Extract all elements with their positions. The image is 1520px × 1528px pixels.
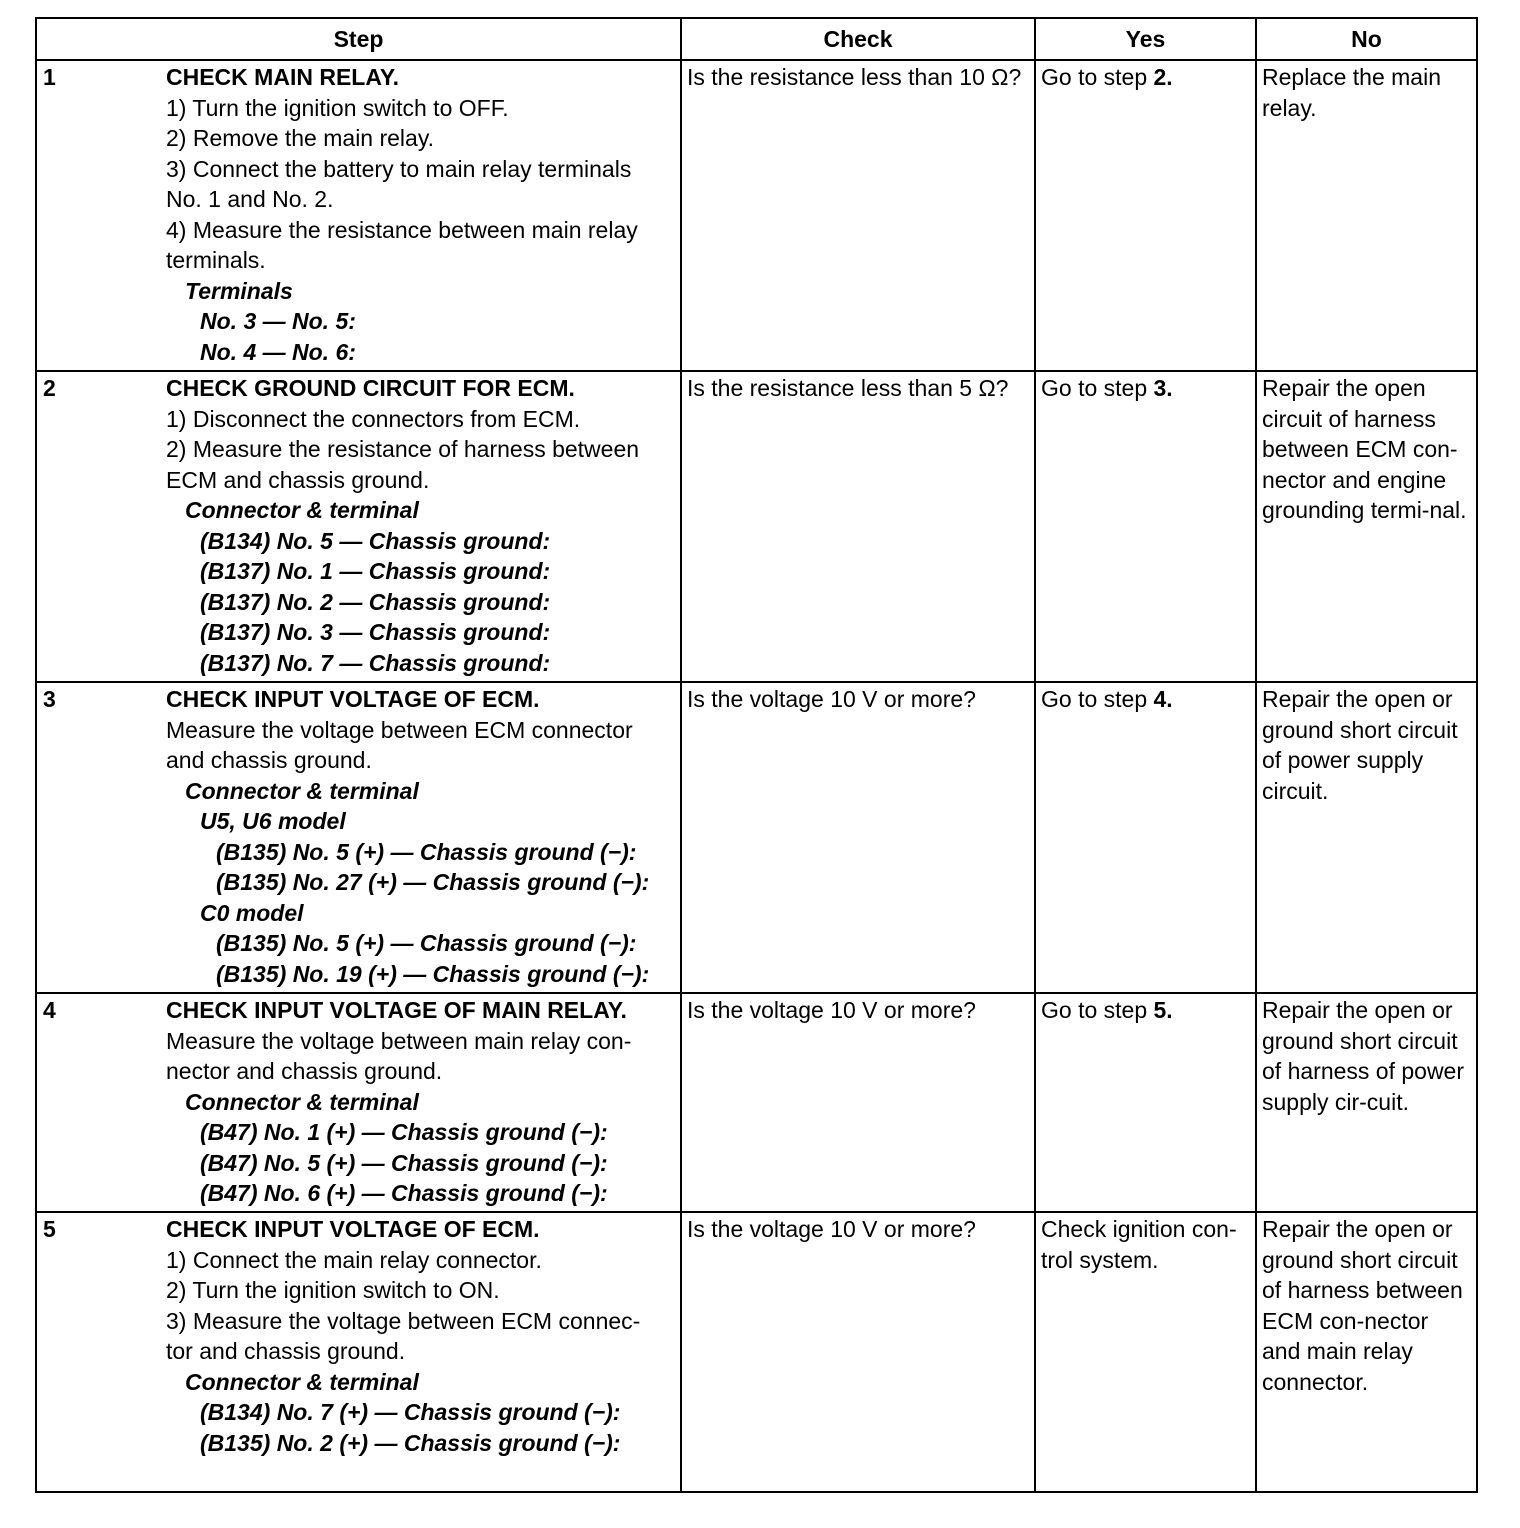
- no-cell: [1256, 682, 1477, 993]
- yes-text: Check ignition con-trol system.: [1041, 1216, 1237, 1273]
- step-instruction: tor and chassis ground.: [166, 1338, 406, 1364]
- step-title: CHECK MAIN RELAY.: [166, 64, 400, 90]
- yes-cell: [1035, 60, 1256, 371]
- step-number: 2: [43, 375, 56, 401]
- spec-item: (B137) No. 3 — Chassis ground:: [200, 619, 551, 645]
- spec-item: No. 4 — No. 6:: [200, 338, 356, 365]
- step-number: 3: [43, 686, 56, 712]
- step-instruction: terminals.: [166, 247, 266, 273]
- spec-item: (B47) No. 6 (+) — Chassis ground (−):: [200, 1180, 608, 1206]
- yes-cell: [1035, 682, 1256, 993]
- spec-item: (B135) No. 19 (+) — Chassis ground (−):: [216, 960, 650, 987]
- spec-item: (B135) No. 27 (+) — Chassis ground (−):: [216, 869, 650, 895]
- yes-step-ref: 4.: [1153, 686, 1173, 712]
- yes-text: [1041, 683, 1250, 715]
- step-title: CHECK INPUT VOLTAGE OF ECM.: [166, 1216, 540, 1242]
- step-title: CHECK INPUT VOLTAGE OF ECM.: [166, 686, 540, 712]
- step-instruction: 2) Turn the ignition switch to ON.: [166, 1277, 500, 1303]
- no-text: Repair the open or ground short circuit of harness of power supply cir-cuit.: [1262, 997, 1465, 1115]
- yes-text: [1041, 372, 1250, 404]
- spec-item: (B137) No. 1 — Chassis ground:: [200, 558, 551, 584]
- spec-heading: Connector & terminal: [185, 1368, 419, 1395]
- spec-heading: Terminals: [185, 277, 293, 304]
- step-instruction: 3) Connect the battery to main relay terminals: [166, 155, 632, 182]
- table-row: [36, 682, 1477, 993]
- yes-text: [1041, 61, 1250, 93]
- step-cell: [36, 682, 681, 993]
- no-text: Replace the main relay.: [1262, 64, 1441, 121]
- yes-cell: [1035, 371, 1256, 682]
- step-instruction: 1) Turn the ignition switch to OFF.: [166, 94, 509, 121]
- no-text: Repair the open or ground short circuit of power supply circuit.: [1262, 686, 1458, 804]
- step-number: 4: [43, 997, 56, 1023]
- no-text: Repair the open or ground short circuit of harness between ECM con-nector and main relay connector.: [1262, 1216, 1463, 1395]
- check-cell: [681, 993, 1035, 1212]
- step-instruction: Measure the voltage between ECM connector: [166, 716, 633, 743]
- step-cell: [36, 371, 681, 682]
- model-heading: C0 model: [200, 899, 304, 926]
- spec-heading: Connector & terminal: [185, 1088, 419, 1115]
- step-instruction: 4) Measure the resistance between main relay: [166, 216, 638, 243]
- no-cell: [1256, 1212, 1477, 1492]
- yes-step-ref: 5.: [1153, 997, 1173, 1023]
- header-yes: Yes: [1035, 18, 1256, 60]
- yes-text: [1041, 994, 1250, 1026]
- yes-prefix: Go to step: [1041, 997, 1154, 1023]
- yes-step-ref: 3.: [1153, 375, 1173, 401]
- step-number: 5: [43, 1216, 56, 1242]
- spec-item: (B135) No. 2 (+) — Chassis ground (−):: [200, 1429, 621, 1456]
- spec-item: (B47) No. 5 (+) — Chassis ground (−):: [200, 1149, 608, 1176]
- yes-prefix: Go to step: [1041, 64, 1154, 90]
- step-title: CHECK GROUND CIRCUIT FOR ECM.: [166, 375, 575, 401]
- check-text: Is the resistance less than 5 Ω?: [687, 375, 1009, 401]
- step-instruction: 1) Connect the main relay connector.: [166, 1246, 542, 1273]
- no-cell: [1256, 60, 1477, 371]
- step-cell: [36, 60, 681, 371]
- spec-heading: Connector & terminal: [185, 777, 419, 804]
- spec-item: (B135) No. 5 (+) — Chassis ground (−):: [216, 930, 637, 956]
- spec-item: (B137) No. 7 — Chassis ground:: [200, 649, 551, 676]
- model-heading: U5, U6 model: [200, 808, 346, 834]
- step-instruction: nector and chassis ground.: [166, 1058, 443, 1084]
- no-text: Repair the open circuit of harness between ECM con-nector and engine grounding termi-nal.: [1262, 375, 1467, 523]
- check-text: Is the voltage 10 V or more?: [687, 1216, 976, 1242]
- check-cell: [681, 682, 1035, 993]
- spec-item: (B137) No. 2 — Chassis ground:: [200, 588, 551, 615]
- check-cell: [681, 1212, 1035, 1492]
- check-text: Is the voltage 10 V or more?: [687, 997, 976, 1023]
- step-cell: [36, 1212, 681, 1492]
- header-row: [36, 18, 1477, 60]
- yes-step-ref: 2.: [1153, 64, 1173, 90]
- step-cell: [36, 993, 681, 1212]
- step-instruction: 2) Remove the main relay.: [166, 125, 435, 151]
- table-row: [36, 60, 1477, 371]
- step-instruction: No. 1 and No. 2.: [166, 186, 334, 212]
- spec-item: (B134) No. 5 — Chassis ground:: [200, 527, 551, 554]
- spec-item: (B134) No. 7 (+) — Chassis ground (−):: [200, 1399, 621, 1425]
- step-instruction: 2) Measure the resistance of harness between: [166, 436, 640, 462]
- no-cell: [1256, 371, 1477, 682]
- no-cell: [1256, 993, 1477, 1212]
- step-title: CHECK INPUT VOLTAGE OF MAIN RELAY.: [166, 997, 627, 1023]
- spec-item: No. 3 — No. 5:: [200, 308, 356, 334]
- table-row: [36, 1212, 1477, 1492]
- step-number: 1: [43, 64, 56, 90]
- step-instruction: 1) Disconnect the connectors from ECM.: [166, 405, 581, 432]
- check-cell: [681, 60, 1035, 371]
- header-step: Step: [36, 18, 681, 60]
- yes-prefix: Go to step: [1041, 686, 1154, 712]
- check-text: Is the voltage 10 V or more?: [687, 686, 976, 712]
- spec-heading: Connector & terminal: [185, 497, 419, 523]
- yes-prefix: Go to step: [1041, 375, 1154, 401]
- check-cell: [681, 371, 1035, 682]
- spec-item: (B135) No. 5 (+) — Chassis ground (−):: [216, 838, 637, 865]
- step-instruction: 3) Measure the voltage between ECM connec-: [166, 1307, 641, 1334]
- header-no: No: [1256, 18, 1477, 60]
- check-text: Is the resistance less than 10 Ω?: [687, 64, 1022, 90]
- yes-cell: [1035, 1212, 1256, 1492]
- step-instruction: and chassis ground.: [166, 747, 372, 773]
- table-row: [36, 993, 1477, 1212]
- header-check: Check: [681, 18, 1035, 60]
- diagnostic-table: [35, 17, 1478, 1493]
- step-instruction: ECM and chassis ground.: [166, 466, 430, 493]
- yes-cell: [1035, 993, 1256, 1212]
- step-instruction: Measure the voltage between main relay con-: [166, 1027, 632, 1054]
- spec-item: (B47) No. 1 (+) — Chassis ground (−):: [200, 1119, 608, 1145]
- table-row: [36, 371, 1477, 682]
